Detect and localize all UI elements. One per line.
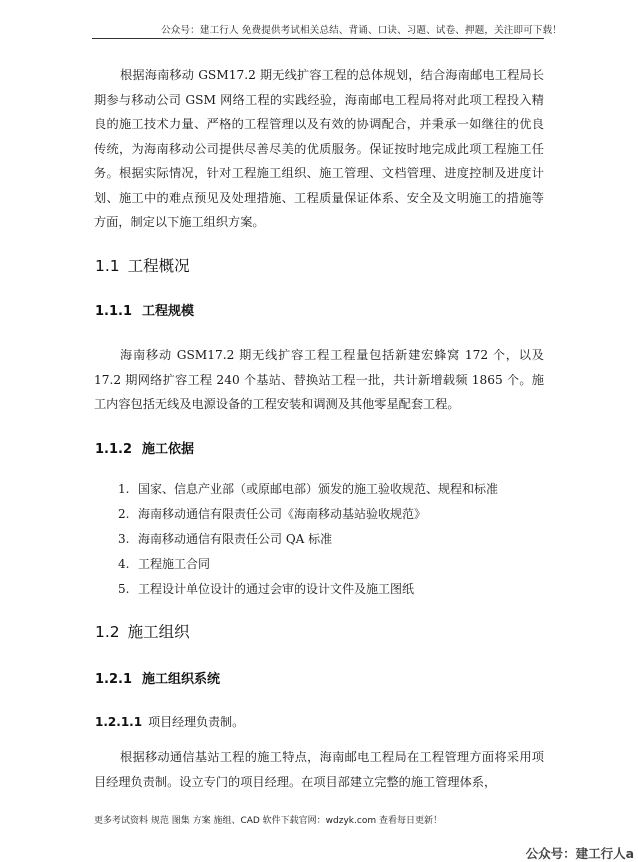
list-item (118, 527, 498, 552)
list-index: 1. (118, 482, 130, 496)
section-1-1-2-heading (95, 438, 194, 457)
section-number: 1.1 (95, 257, 120, 275)
intro-paragraph: 根据海南移动 GSM17.2 期无线扩容工程的总体规划，结合海南邮电工程局长期参与移动公司 GSM 网络工程的实践经验，海南邮电工程局将对此项工程投入精良的施工技术力量、严格的工程管理以及有效的协调配合，并秉承一如继往的优良传统，为海南移动公司提供尽善尽美的优质服务。保证按时地完成此项工程施工任务。根据实际情况，针对工程施工组织、施工管理、文档管理、进度控制及进度计划、施工中的难点预见及处理措施、工程质量保证体系、安全及文明施工的措施等方面，制定以下施工组织方案。 (94, 68, 544, 229)
list-text: 工程施工合同 (138, 557, 211, 571)
project-scale-paragraph: 海南移动 GSM17.2 期无线扩容工程工程量包括新建宏蜂窝 172 个，以及 17.2 期网络扩容工程 240 个基站、替换站工程一批，共计新增载频 1865 个。施工内容包括无线及电源设备的工程安装和调测及其他零星配套工程。 (94, 348, 544, 411)
project-manager-paragraph: 根据移动通信基站工程的施工特点，海南邮电工程局在工程管理方面将采用项目经理负责制。设立专门的项目经理。在项目部建立完整的施工管理体系， (94, 750, 544, 789)
list-text: 国家、信息产业部（或原邮电部）颁发的施工验收规范、规程和标准 (138, 482, 499, 496)
section-title: 施工组织系统 (142, 672, 221, 687)
footer-note: 更多考试资料 规范 图集 方案 施组、CAD 软件下载官网：wdzyk.com 查看每日更新！ (94, 816, 442, 826)
list-index: 5. (118, 582, 130, 596)
list-item (118, 477, 498, 502)
section-1-1-heading (95, 254, 190, 276)
section-title: 项目经理负责制。 (148, 715, 245, 729)
list-index: 2. (118, 507, 130, 521)
list-item (118, 502, 498, 527)
list-index: 4. (118, 557, 130, 571)
list-text: 海南移动通信有限责任公司 QA 标准 (138, 532, 333, 546)
section-title: 施工依据 (142, 442, 195, 457)
section-title: 施工组织 (127, 623, 190, 641)
section-number: 1.2 (95, 623, 120, 641)
watermark-text: 公众号：建工行人a (525, 846, 634, 861)
list-text: 海南移动通信有限责任公司《海南移动基站验收规范》 (138, 507, 427, 521)
construction-basis-list (118, 477, 498, 602)
section-1-2-1-1-heading (95, 713, 244, 730)
section-1-1-1-heading (95, 300, 194, 319)
section-title: 工程概况 (127, 257, 190, 275)
header-note: 公众号：建工行人 免费提供考试相关总结、背诵、口诀、习题、试卷、押题，关注即可下载！ (161, 25, 562, 36)
header-divider (92, 38, 544, 39)
section-title: 工程规模 (142, 304, 195, 319)
section-1-2-1-heading (95, 668, 220, 687)
list-text: 工程设计单位设计的通过会审的设计文件及施工图纸 (138, 582, 415, 596)
list-item (118, 577, 498, 602)
section-number: 1.2.1 (95, 672, 133, 687)
section-number: 1.1.1 (95, 304, 133, 319)
section-1-2-heading (95, 620, 190, 642)
section-number: 1.2.1.1 (95, 715, 143, 729)
list-item (118, 552, 498, 577)
list-index: 3. (118, 532, 130, 546)
section-number: 1.1.2 (95, 442, 133, 457)
